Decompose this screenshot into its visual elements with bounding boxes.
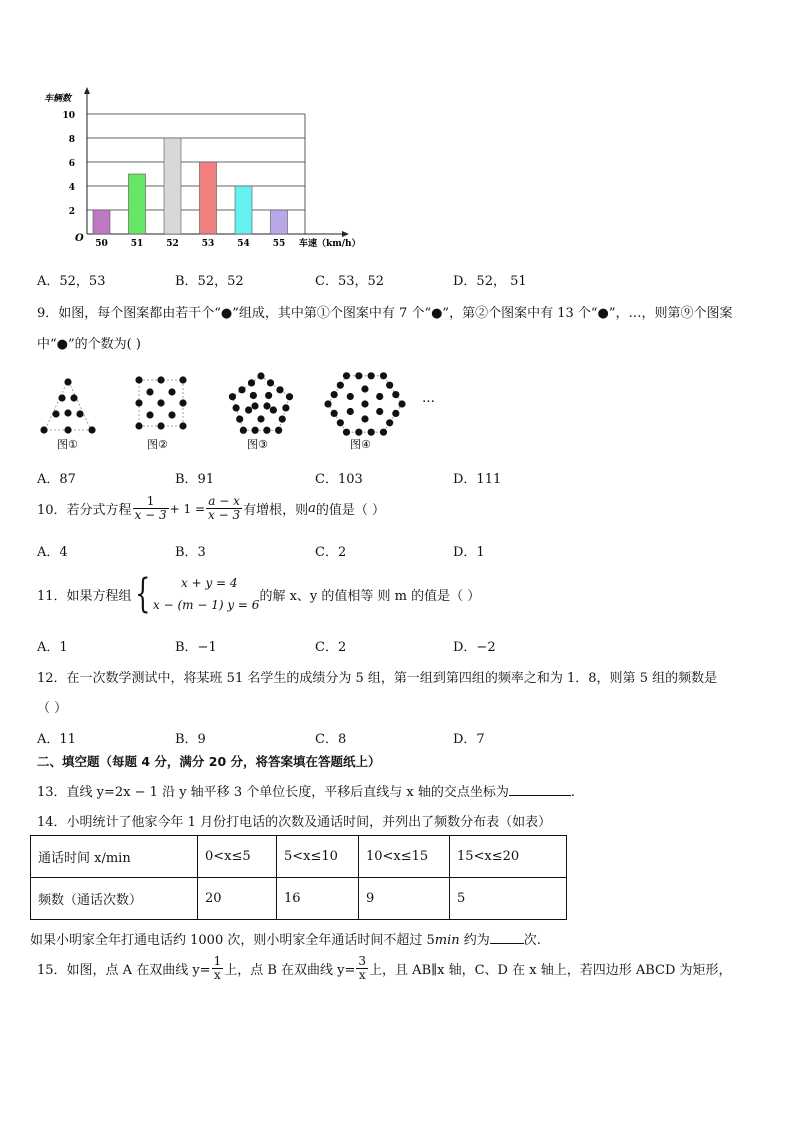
dot — [267, 379, 274, 386]
q12-text-line2: （ ） — [37, 701, 68, 716]
dot — [324, 400, 331, 407]
q9-option-b: B．91 — [175, 472, 215, 487]
q15-suffix: 上，且 AB∥x 轴，C、D 在 x 轴上，若四边形 ABCD 为矩形， — [369, 963, 732, 978]
q10-text — [37, 495, 385, 522]
dot — [343, 372, 350, 379]
y-axis-arrow-icon — [84, 87, 90, 94]
dot — [347, 408, 354, 415]
q9-option-c: C．103 — [315, 472, 363, 487]
x-tick-label: 54 — [237, 239, 250, 249]
q10-fraction-1 — [133, 495, 169, 522]
table-cell: 20 — [198, 878, 277, 920]
q10-f2-den: x − 3 — [208, 508, 241, 522]
dot — [347, 393, 354, 400]
dot — [248, 379, 255, 386]
pattern-outline — [45, 380, 91, 430]
bar-chart — [30, 84, 410, 254]
y-tick-label: 2 — [68, 207, 75, 217]
dot — [270, 406, 277, 413]
q12-option-d: D．7 — [453, 732, 485, 747]
q11-suffix: 的解 x、y 的值相等 则 m 的值是（ ） — [259, 588, 481, 604]
q11-text — [37, 572, 480, 616]
q12-text-line1: 12．在一次数学测试中，将某班 51 名学生的成绩分为 5 组，第一组到第四组的频率之和为 1．8，则第 5 组的频数是 — [37, 671, 718, 686]
table-header-cell: 5<x≤10 — [277, 836, 359, 878]
dot — [392, 391, 399, 398]
dot — [257, 372, 264, 379]
dot — [331, 391, 338, 398]
dot — [331, 410, 338, 417]
dot — [146, 388, 153, 395]
y-tick-label: 6 — [68, 159, 75, 169]
y-tick-label: 10 — [62, 111, 75, 121]
dot — [380, 429, 387, 436]
dot — [236, 415, 243, 422]
q9-option-a: A．87 — [37, 472, 76, 487]
table-header-cell: 通话时间 x/min — [31, 836, 198, 878]
x-tick-label: 53 — [201, 239, 215, 249]
frequency-table — [30, 835, 567, 920]
dot — [263, 427, 270, 434]
q14-after: 如果小明家全年打通电话约 1000 次，则小明家全年通话时间不超过 5 — [30, 933, 435, 948]
q14-after2: 约为 — [459, 933, 490, 948]
q14-question — [30, 929, 541, 948]
dot — [343, 429, 350, 436]
dot — [250, 392, 257, 399]
dot — [135, 376, 142, 383]
section-heading: 二、填空题（每题 4 分，满分 20 分，将答案填在答题纸上） — [37, 754, 381, 769]
q10-option-c: C．2 — [315, 545, 347, 560]
q10-prefix: 10．若分式方程 — [37, 503, 132, 518]
table-header-cell: 10<x≤15 — [359, 836, 450, 878]
q11-eq1: x + y = 4 — [181, 576, 238, 590]
dot — [233, 404, 240, 411]
dot — [76, 410, 83, 417]
dot — [398, 400, 405, 407]
q11-eq2: x − (m − 1) y = 6 — [153, 598, 260, 612]
q12-option-b: B．9 — [175, 732, 206, 747]
dot — [135, 422, 142, 429]
q12-option-c: C．8 — [315, 732, 347, 747]
y-axis-label: 车辆数 — [44, 94, 72, 104]
q15-fraction-1 — [212, 955, 224, 982]
dot — [70, 394, 77, 401]
table-cell: 频数（通话次数） — [31, 878, 198, 920]
x-tick-label: 52 — [166, 239, 179, 249]
q15-prefix: 15．如图，点 A 在双曲线 y= — [37, 963, 211, 978]
ellipsis: … — [422, 391, 435, 406]
dot — [282, 404, 289, 411]
q15-f1-den: x — [214, 968, 221, 982]
figure-label-3: 图③ — [247, 438, 268, 451]
bar — [235, 186, 252, 234]
figure-label-2: 图② — [147, 438, 168, 451]
bar — [200, 162, 217, 234]
x-tick-label: 51 — [130, 239, 144, 249]
figure-label-1: 图① — [57, 438, 78, 451]
q15-text — [37, 955, 732, 982]
dot — [361, 415, 368, 422]
table-row — [31, 878, 567, 920]
q10-option-b: B．3 — [175, 545, 206, 560]
dot — [238, 386, 245, 393]
figure-label-4: 图④ — [350, 438, 371, 451]
bar — [93, 210, 110, 234]
dot — [368, 429, 375, 436]
q11-option-b: B．−1 — [175, 640, 217, 655]
dot — [58, 394, 65, 401]
q12-option-a: A．11 — [37, 732, 76, 747]
table-cell: 16 — [277, 878, 359, 920]
dot — [240, 427, 247, 434]
dot — [146, 411, 153, 418]
origin-label: O — [75, 233, 84, 244]
q11-option-a: A．1 — [37, 640, 68, 655]
dot — [40, 426, 47, 433]
dot — [168, 411, 175, 418]
q8-option-d: D．52， 51 — [453, 274, 527, 289]
dot — [392, 410, 399, 417]
q8-option-a: A．52，53 — [37, 274, 106, 289]
q9-text-line2: 中“●”的个数为( ) — [37, 337, 141, 352]
q11-option-d: D．−2 — [453, 640, 496, 655]
x-axis-label: 车速（km/h） — [299, 239, 361, 249]
q13-text — [37, 781, 575, 800]
y-tick-label: 8 — [68, 135, 75, 145]
q15-fraction-2 — [356, 955, 368, 982]
brace-icon: { — [134, 571, 150, 617]
dot — [251, 402, 258, 409]
dot — [286, 393, 293, 400]
table-cell: 9 — [359, 878, 450, 920]
dot — [386, 419, 393, 426]
dot — [376, 393, 383, 400]
dot — [279, 415, 286, 422]
dot — [245, 406, 252, 413]
x-axis-arrow-icon — [342, 231, 349, 237]
dot — [368, 372, 375, 379]
q15-f1-num: 1 — [213, 954, 222, 968]
table-header-cell: 15<x≤20 — [450, 836, 567, 878]
dot — [263, 402, 270, 409]
q10-option-a: A．4 — [37, 545, 68, 560]
dot — [252, 427, 259, 434]
table-row — [31, 836, 567, 878]
q13-answer-blank[interactable] — [509, 795, 571, 796]
dot — [276, 386, 283, 393]
dot — [355, 429, 362, 436]
q11-option-c: C．2 — [315, 640, 347, 655]
q10-fraction-2 — [206, 495, 242, 522]
q15-f2-den: x — [358, 968, 366, 982]
q14-text: 14．小明统计了他家今年 1 月份打电话的次数及通话时间，并列出了频数分布表（如表） — [37, 815, 552, 830]
table-cell: 5 — [450, 878, 567, 920]
q10-f2-num: a − x — [206, 495, 242, 509]
q11-equations — [153, 572, 259, 616]
x-tick-label: 50 — [95, 239, 108, 249]
q14-answer-blank[interactable] — [490, 943, 524, 944]
dot — [380, 372, 387, 379]
q13-body: 13．直线 y=2x − 1 沿 y 轴平移 3 个单位长度，平移后直线与 x 轴的交点坐标为 — [37, 785, 509, 800]
q10-f1-den: x − 3 — [134, 508, 167, 522]
x-tick-label: 55 — [272, 239, 286, 249]
q10-suffix1: 有增根，则 — [243, 503, 309, 518]
dot — [135, 399, 142, 406]
dot — [179, 422, 186, 429]
dot — [265, 392, 272, 399]
dot — [64, 426, 71, 433]
q15-f2-num: 3 — [358, 954, 367, 968]
q11-prefix: 11．如果方程组 — [37, 588, 132, 604]
dot-pattern-figures — [35, 368, 465, 458]
q10-f1-num: 1 — [133, 495, 169, 509]
dot — [376, 408, 383, 415]
y-tick-label: 4 — [68, 183, 75, 193]
dot — [64, 409, 71, 416]
dot — [257, 415, 264, 422]
dot — [168, 388, 175, 395]
dot — [386, 382, 393, 389]
dot — [52, 410, 59, 417]
q14-end: 次. — [523, 933, 541, 948]
dot — [157, 376, 164, 383]
dot — [355, 372, 362, 379]
q15-mid: 上，点 B 在双曲线 y= — [224, 963, 356, 978]
dot — [179, 399, 186, 406]
bar — [129, 174, 146, 234]
table-header-cell: 0<x≤5 — [198, 836, 277, 878]
dot — [157, 399, 164, 406]
dot — [361, 400, 368, 407]
q8-option-c: C．53，52 — [315, 274, 385, 289]
dot — [88, 426, 95, 433]
dot — [64, 378, 71, 385]
q8-option-b: B．52，52 — [175, 274, 244, 289]
q10-var-a: a — [308, 501, 316, 516]
dot — [337, 382, 344, 389]
dot — [179, 376, 186, 383]
q10-plus: + 1 = — [169, 501, 206, 516]
bar — [164, 138, 181, 234]
q9-text-line1: 9．如图，每个图案都由若干个“●”组成，其中第①个图案中有 7 个“●”，第②个图案中有 13 个“●”，…，则第⑨个图案 — [37, 306, 733, 321]
dot — [157, 422, 164, 429]
q14-unit: min — [434, 933, 460, 948]
dot — [275, 427, 282, 434]
q9-option-d: D．111 — [453, 472, 502, 487]
q10-suffix2: 的值是（ ） — [315, 503, 386, 518]
q13-end: . — [570, 785, 575, 800]
dot — [361, 385, 368, 392]
bar — [271, 210, 288, 234]
q10-option-d: D．1 — [453, 545, 485, 560]
dot — [229, 393, 236, 400]
dot — [337, 419, 344, 426]
